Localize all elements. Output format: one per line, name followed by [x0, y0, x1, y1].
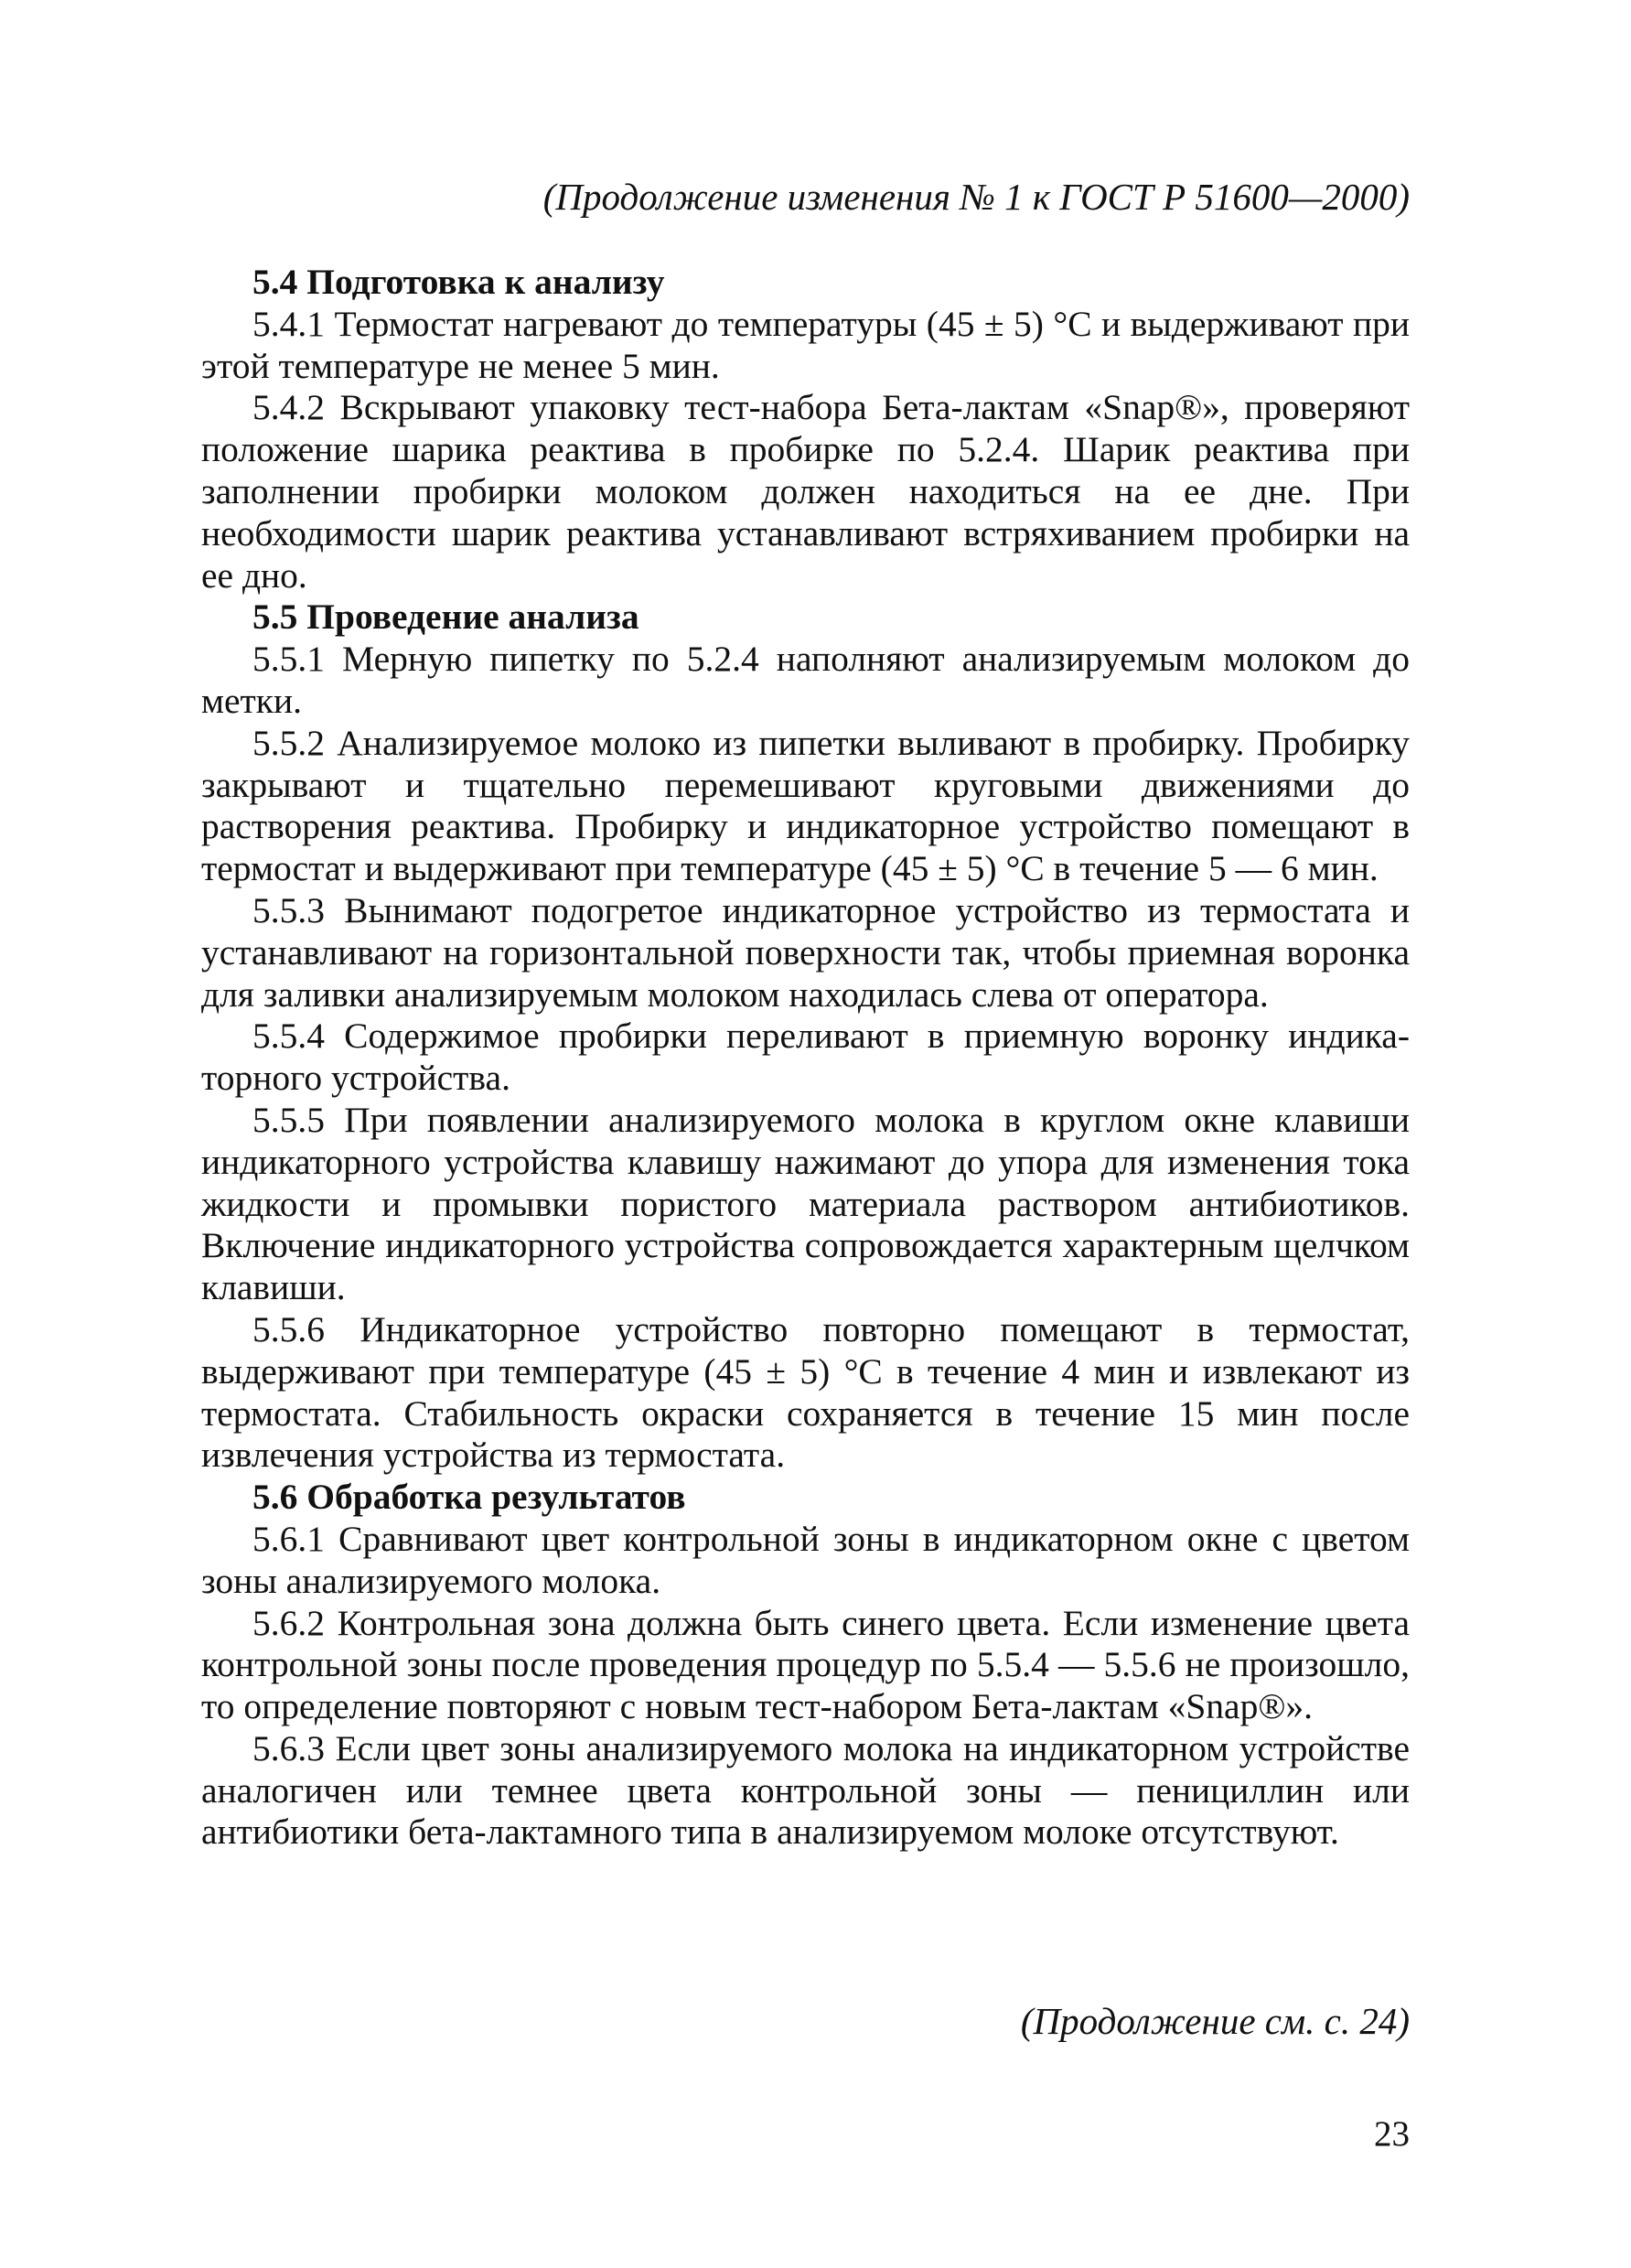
section-heading-5-5: 5.5 Проведение анализа — [252, 597, 639, 638]
paragraph-5-5-5: 5.5.5 При появлении анализируемого молока в круглом окне клавиши индикаторного устройства клавишу нажимают до упора для изменения тока жидкости и промывки пористого материала раствором антибиотиков. Включение индикаторного устройства сопровождается характерным щелчком клавиши. — [201, 1099, 1410, 1308]
section-heading-5-6: 5.6 Обработка результатов — [252, 1477, 686, 1518]
paragraph-5-5-6: 5.5.6 Индикаторное устройство повторно помещают в термостат, выдерживают при температуре (45 ± 5) °С в течение 4 мин и извлекают из термостата. Стабильность окраски сохраняется в течение 15 мин после извлечения устройства из термостата. — [201, 1308, 1410, 1476]
paragraph-5-4-2: 5.4.2 Вскрывают упаковку тест-набора Бета-лактам «Snap®», проверяют положение шарика реактива в пробирке по 5.2.4. Шарик реактива при заполнении пробирки молоком должен находиться на ее дне. При необходимости шарик реактива устанавливают встряхиванием пробирки на ее дно. — [201, 387, 1410, 596]
section-heading-5-4: 5.4 Подготовка к анализу — [252, 262, 665, 302]
paragraph-5-5-4: 5.5.4 Содержимое пробирки переливают в приемную воронку индикаторного устройства. — [201, 1016, 1410, 1099]
paragraph-5-6-1: 5.6.1 Сравнивают цвет контрольной зоны в индикаторном окне с цветом зоны анализируемого молока. — [201, 1518, 1410, 1601]
paragraph-5-6-3: 5.6.3 Если цвет зоны анализируемого молока на индикаторном устройстве аналогичен или темнее цвета контрольной зоны — пенициллин или антибиотики бета-лактамного типа в анализируемом молоке отсутствуют. — [201, 1727, 1410, 1853]
paragraph-5-5-3: 5.5.3 Вынимают подогретое индикаторное устройство из термостата и устанавливают на горизонтальной поверхности так, чтобы приемная воронка для заливки анализируемым молоком находилась слева от оператора. — [201, 889, 1410, 1015]
document-body — [201, 262, 1410, 1854]
continued-note: (Продолжение см. с. 24) — [1020, 2000, 1410, 2042]
paragraph-5-5-2: 5.5.2 Анализируемое молоко из пипетки выливают в пробирку. Пробирку закрывают и тщательно перемешивают круговыми движениями до растворения реактива. Пробирку и индикаторное устройство помещают в термостат и выдерживают при температуре (45 ± 5) °С в течение 5 — 6 мин. — [201, 722, 1410, 889]
paragraph-5-5-1: 5.5.1 Мерную пипетку по 5.2.4 наполняют анализируемым молоком до метки. — [201, 639, 1410, 721]
paragraph-5-6-2: 5.6.2 Контрольная зона должна быть синего цвета. Если изменение цвета контрольной зоны после проведения процедур по 5.5.4 — 5.5.6 не произошло, то определение повторяют с новым тест-набором Бета-лактам «Snap®». — [201, 1602, 1410, 1727]
paragraph-5-4-1: 5.4.1 Термостат нагревают до температуры (45 ± 5) °С и выдерживают при этой температуре не менее 5 мин. — [201, 303, 1410, 386]
page-number: 23 — [1374, 2114, 1410, 2154]
running-header: (Продолжение изменения № 1 к ГОСТ Р 51600—2000) — [542, 176, 1410, 218]
